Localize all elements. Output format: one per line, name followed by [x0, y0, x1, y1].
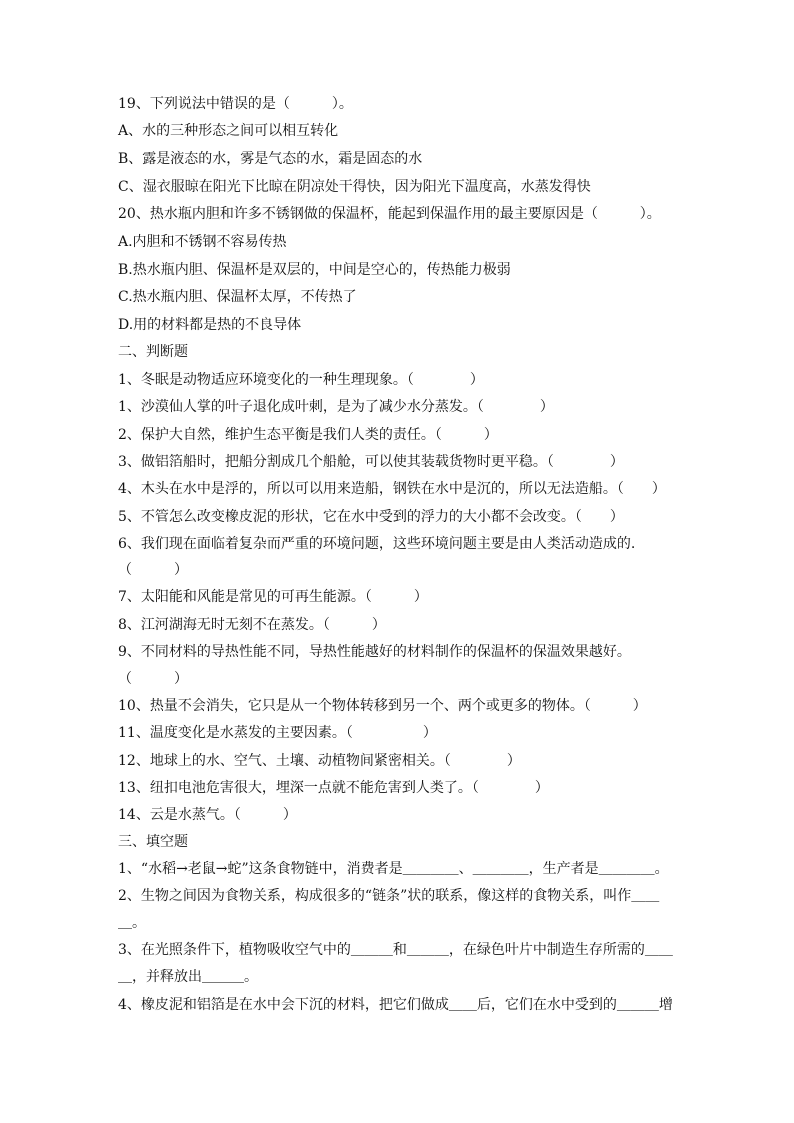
judgment-item-continuation: （ ） — [118, 671, 188, 687]
fill-in-item: 3、在光照条件下，植物吸收空气中的＿＿＿和＿＿＿，在绿色叶片中制造生存所需的＿＿ — [118, 942, 673, 958]
section-heading-judgment: 二、判断题 — [118, 344, 188, 360]
judgment-item: 10、热量不会消失，它只是从一个物体转移到另一个、两个或更多的物体。（ ） — [118, 698, 647, 714]
fill-in-item-continuation: ＿，并释放出＿＿＿。 — [118, 969, 258, 985]
judgment-item: 14、云是水蒸气。（ ） — [118, 807, 297, 823]
fill-in-item: 4、橡皮泥和铝箔是在水中会下沉的材料，把它们做成＿＿后，它们在水中受到的＿＿＿增 — [118, 997, 673, 1013]
judgment-item: 9、不同材料的导热性能不同，导热性能越好的材料制作的保温杯的保温效果越好。 — [118, 644, 631, 660]
q19-stem: 19、下列说法中错误的是（ ）。 — [118, 96, 353, 112]
judgment-item: 5、不管怎么改变橡皮泥的形状，它在水中受到的浮力的大小都不会改变。（ ） — [118, 509, 624, 525]
q19-option-a: A、水的三种形态之间可以相互转化 — [118, 123, 339, 139]
judgment-item: 1、沙漠仙人掌的叶子退化成叶刺，是为了减少水分蒸发。（ ） — [118, 399, 554, 415]
fill-in-item-continuation: ＿。 — [118, 915, 146, 931]
judgment-item: 13、纽扣电池危害很大，埋深一点就不能危害到人类了。（ ） — [118, 780, 549, 796]
judgment-item: 2、保护大自然，维护生态平衡是我们人类的责任。（ ） — [118, 427, 498, 443]
judgment-item: 8、江河湖海无时无刻不在蒸发。（ ） — [118, 617, 386, 633]
judgment-item: 6、我们现在面临着复杂而严重的环境问题，这些环境问题主要是由人类活动造成的. — [118, 536, 636, 552]
q20-option-d: D.用的材料都是热的不良导体 — [118, 317, 302, 333]
judgment-item: 3、做铝箔船时，把船分割成几个船舱，可以使其装载货物时更平稳。（ ） — [118, 454, 624, 470]
fill-in-item: 2、生物之间因为食物关系，构成很多的“链条”状的联系，像这样的食物关系，叫作＿＿ — [118, 888, 660, 904]
judgment-item: 11、温度变化是水蒸发的主要因素。（ ） — [118, 725, 437, 741]
q19-option-b: B、露是液态的水，雾是气态的水，霜是固态的水 — [118, 151, 423, 167]
q19-option-c: C、湿衣服晾在阳光下比晾在阴凉处干得快，因为阳光下温度高，水蒸发得快 — [118, 179, 591, 195]
section-heading-fill-in: 三、填空题 — [118, 834, 188, 850]
judgment-item-continuation: （ ） — [118, 562, 188, 578]
judgment-item: 7、太阳能和风能是常见的可再生能源。（ ） — [118, 589, 428, 605]
q20-option-b: B.热水瓶内胆、保温杯是双层的，中间是空心的，传热能力极弱 — [118, 262, 511, 278]
q20-stem: 20、热水瓶内胆和许多不锈钢做的保温杯，能起到保温作用的最主要原因是（ ）。 — [118, 206, 661, 222]
judgment-item: 12、地球上的水、空气、土壤、动植物间紧密相关。（ ） — [118, 753, 521, 769]
judgment-item: 1、冬眠是动物适应环境变化的一种生理现象。（ ） — [118, 372, 484, 388]
q20-option-c: C.热水瓶内胆、保温杯太厚，不传热了 — [118, 289, 357, 305]
judgment-item: 4、木头在水中是浮的，所以可以用来造船，钢铁在水中是沉的，所以无法造船。（ ） — [118, 481, 666, 497]
q20-option-a: A.内胆和不锈钢不容易传热 — [118, 234, 287, 250]
fill-in-item: 1、“水稻→老鼠→蛇”这条食物链中，消费者是＿＿＿＿、＿＿＿＿，生产者是＿＿＿＿。 — [118, 861, 669, 877]
